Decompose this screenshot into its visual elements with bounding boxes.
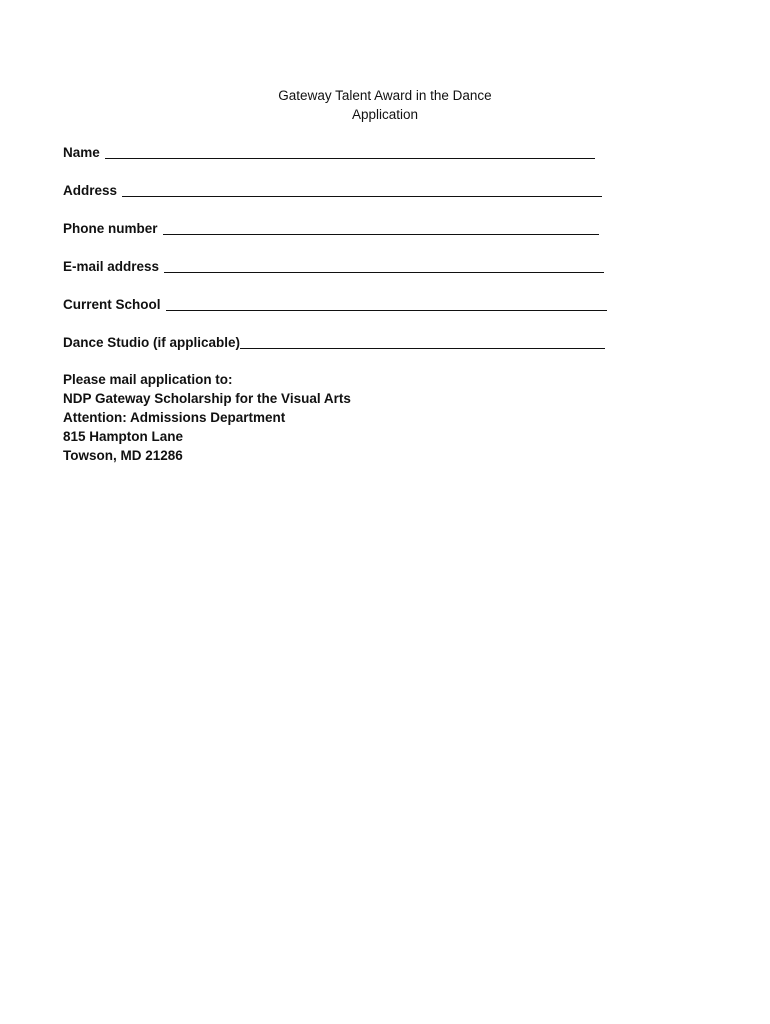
name-blank-line[interactable]: [105, 142, 595, 159]
address-label: Address: [63, 183, 118, 198]
mailing-street: 815 Hampton Lane: [63, 429, 184, 444]
address-field-row: [63, 180, 602, 200]
studio-label: Dance Studio (if applicable): [63, 335, 241, 350]
school-label: Current School: [63, 297, 161, 312]
name-field-row: [63, 142, 595, 162]
school-blank-line[interactable]: [166, 294, 607, 311]
email-label: E-mail address: [63, 259, 160, 274]
phone-label: Phone number: [63, 221, 158, 236]
mailing-city-state-zip: Towson, MD 21286: [63, 448, 183, 463]
email-blank-line[interactable]: [164, 256, 604, 273]
mailing-organization: NDP Gateway Scholarship for the Visual Arts: [63, 391, 351, 406]
phone-blank-line[interactable]: [163, 218, 599, 235]
studio-blank-line[interactable]: [240, 332, 605, 349]
mailing-address-block: [63, 370, 351, 465]
mailing-intro: Please mail application to:: [63, 372, 233, 387]
phone-field-row: [63, 218, 599, 238]
document-title: [0, 86, 770, 124]
title-line-2: Application: [351, 107, 419, 122]
studio-field-row: [63, 332, 605, 352]
mailing-attention: Attention: Admissions Department: [63, 410, 286, 425]
email-field-row: [63, 256, 604, 276]
school-field-row: [63, 294, 607, 314]
title-line-1: Gateway Talent Award in the Dance: [278, 88, 492, 103]
name-label: Name: [63, 145, 100, 160]
address-blank-line[interactable]: [122, 180, 602, 197]
